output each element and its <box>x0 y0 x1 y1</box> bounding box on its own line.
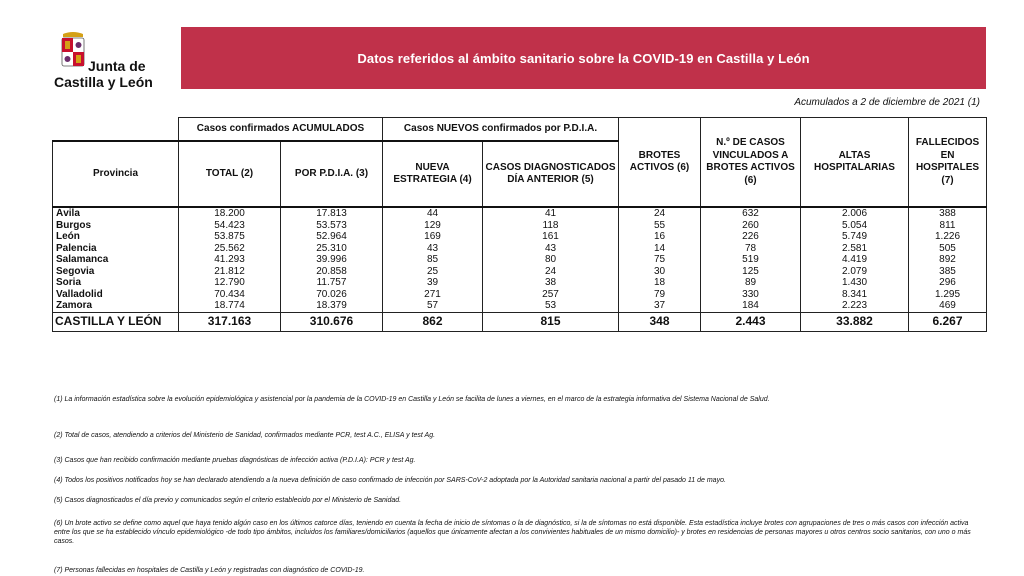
cell-brotes: 37 <box>619 300 701 312</box>
cell-dia-anterior: 43 <box>483 243 619 255</box>
cell-vinculados: 226 <box>701 231 801 243</box>
footnote-6: (6) Un brote activo se define como aquel que haya tenido algún caso en los últimos catorce días, teniendo en cuenta la fecha de inicio de síntomas o la de diagnóstico, si la de síntomas no está disponible. Esta estadística incluye brotes con agrupaciones de tres o más casos con infección activa entre los que se ha establecido vínculo epidemiológico -de todo tipo ámbitos, incluidos los familiares/domiciliarios (aquellos que únicamente afectan a los convivientes habituales de un mismo domicilio)- y brotes en residencias de personas mayores u otros centros socio sanitarios, con uno o más casos. <box>54 520 971 545</box>
table-row <box>53 243 987 255</box>
cell-altas: 1.430 <box>801 277 909 289</box>
total-cell-fallecidos: 6.267 <box>909 312 987 331</box>
cell-total: 18.774 <box>179 300 281 312</box>
cell-total: 21.812 <box>179 266 281 278</box>
date-note: Acumulados a 2 de diciembre de 2021 (1) <box>794 97 980 108</box>
cell-provincia: Valladolid <box>53 289 179 301</box>
col-header-brotes: BROTES ACTIVOS (6) <box>619 118 701 208</box>
table-row <box>53 254 987 266</box>
cell-nueva-estrategia: 271 <box>383 289 483 301</box>
cell-altas: 2.006 <box>801 207 909 220</box>
cell-fallecidos: 892 <box>909 254 987 266</box>
cell-vinculados: 632 <box>701 207 801 220</box>
cell-vinculados: 125 <box>701 266 801 278</box>
cell-fallecidos: 385 <box>909 266 987 278</box>
cell-fallecidos: 388 <box>909 207 987 220</box>
cell-altas: 5.749 <box>801 231 909 243</box>
col-header-altas: ALTAS HOSPITALARIAS <box>801 118 909 208</box>
table-row <box>53 207 987 220</box>
cell-brotes: 24 <box>619 207 701 220</box>
cell-total: 25.562 <box>179 243 281 255</box>
total-cell-vinculados: 2.443 <box>701 312 801 331</box>
cell-brotes: 16 <box>619 231 701 243</box>
cell-total: 54.423 <box>179 220 281 232</box>
cell-pdia: 25.310 <box>281 243 383 255</box>
total-cell-total: 317.163 <box>179 312 281 331</box>
cell-provincia: Palencia <box>53 243 179 255</box>
cell-provincia: Burgos <box>53 220 179 232</box>
cell-vinculados: 89 <box>701 277 801 289</box>
cell-altas: 2.223 <box>801 300 909 312</box>
cell-brotes: 55 <box>619 220 701 232</box>
total-cell-altas: 33.882 <box>801 312 909 331</box>
cell-fallecidos: 1.295 <box>909 289 987 301</box>
logo-line-1: Junta de <box>88 58 146 74</box>
table-row <box>53 266 987 278</box>
cell-nueva-estrategia: 129 <box>383 220 483 232</box>
cell-vinculados: 260 <box>701 220 801 232</box>
cell-dia-anterior: 38 <box>483 277 619 289</box>
col-header-vinculados: N.º DE CASOS VINCULADOS A BROTES ACTIVOS (6) <box>701 118 801 208</box>
blank-corner <box>53 118 179 142</box>
group-header-acumulados: Casos confirmados ACUMULADOS <box>179 118 383 142</box>
total-cell-dia-anterior: 815 <box>483 312 619 331</box>
cell-fallecidos: 469 <box>909 300 987 312</box>
cell-vinculados: 330 <box>701 289 801 301</box>
cell-vinculados: 519 <box>701 254 801 266</box>
cell-brotes: 30 <box>619 266 701 278</box>
group-header-nuevos: Casos NUEVOS confirmados por P.D.I.A. <box>383 118 619 142</box>
footnote-4: (4) Todos los positivos notificados hoy se han declarado atendiendo a la nueva definición de caso confirmado de infección por SARS-CoV-2 adoptada por la Autoridad sanitaria nacional a partir del pasado 11 de mayo. <box>54 477 726 484</box>
cell-altas: 8.341 <box>801 289 909 301</box>
cell-pdia: 70.026 <box>281 289 383 301</box>
cell-provincia: León <box>53 231 179 243</box>
cell-provincia: Soria <box>53 277 179 289</box>
cell-pdia: 17.813 <box>281 207 383 220</box>
col-header-dia-anterior: CASOS DIAGNOSTICADOS DÍA ANTERIOR (5) <box>483 141 619 207</box>
cell-pdia: 11.757 <box>281 277 383 289</box>
cell-pdia: 18.379 <box>281 300 383 312</box>
total-cell-brotes: 348 <box>619 312 701 331</box>
col-header-total: TOTAL (2) <box>179 141 281 207</box>
cell-altas: 5.054 <box>801 220 909 232</box>
cell-altas: 2.581 <box>801 243 909 255</box>
cell-fallecidos: 505 <box>909 243 987 255</box>
table-row <box>53 289 987 301</box>
cell-fallecidos: 1.226 <box>909 231 987 243</box>
cell-dia-anterior: 53 <box>483 300 619 312</box>
cell-nueva-estrategia: 44 <box>383 207 483 220</box>
cell-pdia: 53.573 <box>281 220 383 232</box>
cell-dia-anterior: 257 <box>483 289 619 301</box>
footnote-3: (3) Casos que han recibido confirmación mediante pruebas diagnósticas de infección activa (P.D.I.A): PCR y test Ag. <box>54 457 416 464</box>
cell-dia-anterior: 161 <box>483 231 619 243</box>
covid-data-table <box>52 117 987 332</box>
table-row <box>53 277 987 289</box>
total-row <box>53 312 987 331</box>
cell-nueva-estrategia: 43 <box>383 243 483 255</box>
cell-total: 18.200 <box>179 207 281 220</box>
cell-total: 41.293 <box>179 254 281 266</box>
cell-pdia: 39.996 <box>281 254 383 266</box>
table-row <box>53 220 987 232</box>
cell-total: 70.434 <box>179 289 281 301</box>
cell-pdia: 20.858 <box>281 266 383 278</box>
cell-total: 12.790 <box>179 277 281 289</box>
cell-provincia: Segovia <box>53 266 179 278</box>
total-cell-nueva-estrategia: 862 <box>383 312 483 331</box>
total-cell-pdia: 310.676 <box>281 312 383 331</box>
coat-of-arms-icon <box>60 30 86 68</box>
cell-nueva-estrategia: 169 <box>383 231 483 243</box>
col-header-nueva-estrategia: NUEVA ESTRATEGIA (4) <box>383 141 483 207</box>
header-banner <box>181 27 986 89</box>
footnote-5: (5) Casos diagnosticados el día previo y comunicados según el criterio establecido por el Ministerio de Sanidad. <box>54 497 402 504</box>
logo-line-2: Castilla y León <box>54 74 153 90</box>
table-row <box>53 300 987 312</box>
cell-vinculados: 78 <box>701 243 801 255</box>
junta-logo <box>54 30 184 90</box>
footnote-7: (7) Personas fallecidas en hospitales de Castilla y León y registradas con diagnóstico de COVID-19. <box>54 567 365 574</box>
cell-dia-anterior: 41 <box>483 207 619 220</box>
cell-fallecidos: 296 <box>909 277 987 289</box>
table-row <box>53 231 987 243</box>
cell-total: 53.875 <box>179 231 281 243</box>
cell-brotes: 79 <box>619 289 701 301</box>
cell-brotes: 18 <box>619 277 701 289</box>
col-header-pdia: POR P.D.I.A. (3) <box>281 141 383 207</box>
cell-brotes: 14 <box>619 243 701 255</box>
col-header-fallecidos: FALLECIDOS EN HOSPITALES (7) <box>909 118 987 208</box>
total-label: CASTILLA Y LEÓN <box>53 312 179 331</box>
cell-brotes: 75 <box>619 254 701 266</box>
cell-dia-anterior: 80 <box>483 254 619 266</box>
cell-dia-anterior: 24 <box>483 266 619 278</box>
cell-nueva-estrategia: 25 <box>383 266 483 278</box>
cell-vinculados: 184 <box>701 300 801 312</box>
cell-provincia: Zamora <box>53 300 179 312</box>
footnote-2: (2) Total de casos, atendiendo a criterios del Ministerio de Sanidad, confirmados mediante PCR, test A.C., ELISA y test Ag. <box>54 432 436 439</box>
cell-nueva-estrategia: 57 <box>383 300 483 312</box>
page-title: Datos referidos al ámbito sanitario sobre la COVID-19 en Castilla y León <box>357 50 810 66</box>
cell-altas: 4.419 <box>801 254 909 266</box>
footnote-1: (1) La información estadística sobre la evolución epidemiológica y asistencial por la pandemia de la COVID-19 en Castilla y León se facilita de lunes a viernes, en el marco de la estrategia informativa del Sistema Nacional de Salud. <box>54 396 770 403</box>
cell-dia-anterior: 118 <box>483 220 619 232</box>
cell-nueva-estrategia: 39 <box>383 277 483 289</box>
col-header-provincia: Provincia <box>53 141 179 207</box>
cell-nueva-estrategia: 85 <box>383 254 483 266</box>
cell-provincia: Salamanca <box>53 254 179 266</box>
cell-pdia: 52.964 <box>281 231 383 243</box>
cell-altas: 2.079 <box>801 266 909 278</box>
cell-provincia: Ávila <box>53 207 179 220</box>
cell-fallecidos: 811 <box>909 220 987 232</box>
